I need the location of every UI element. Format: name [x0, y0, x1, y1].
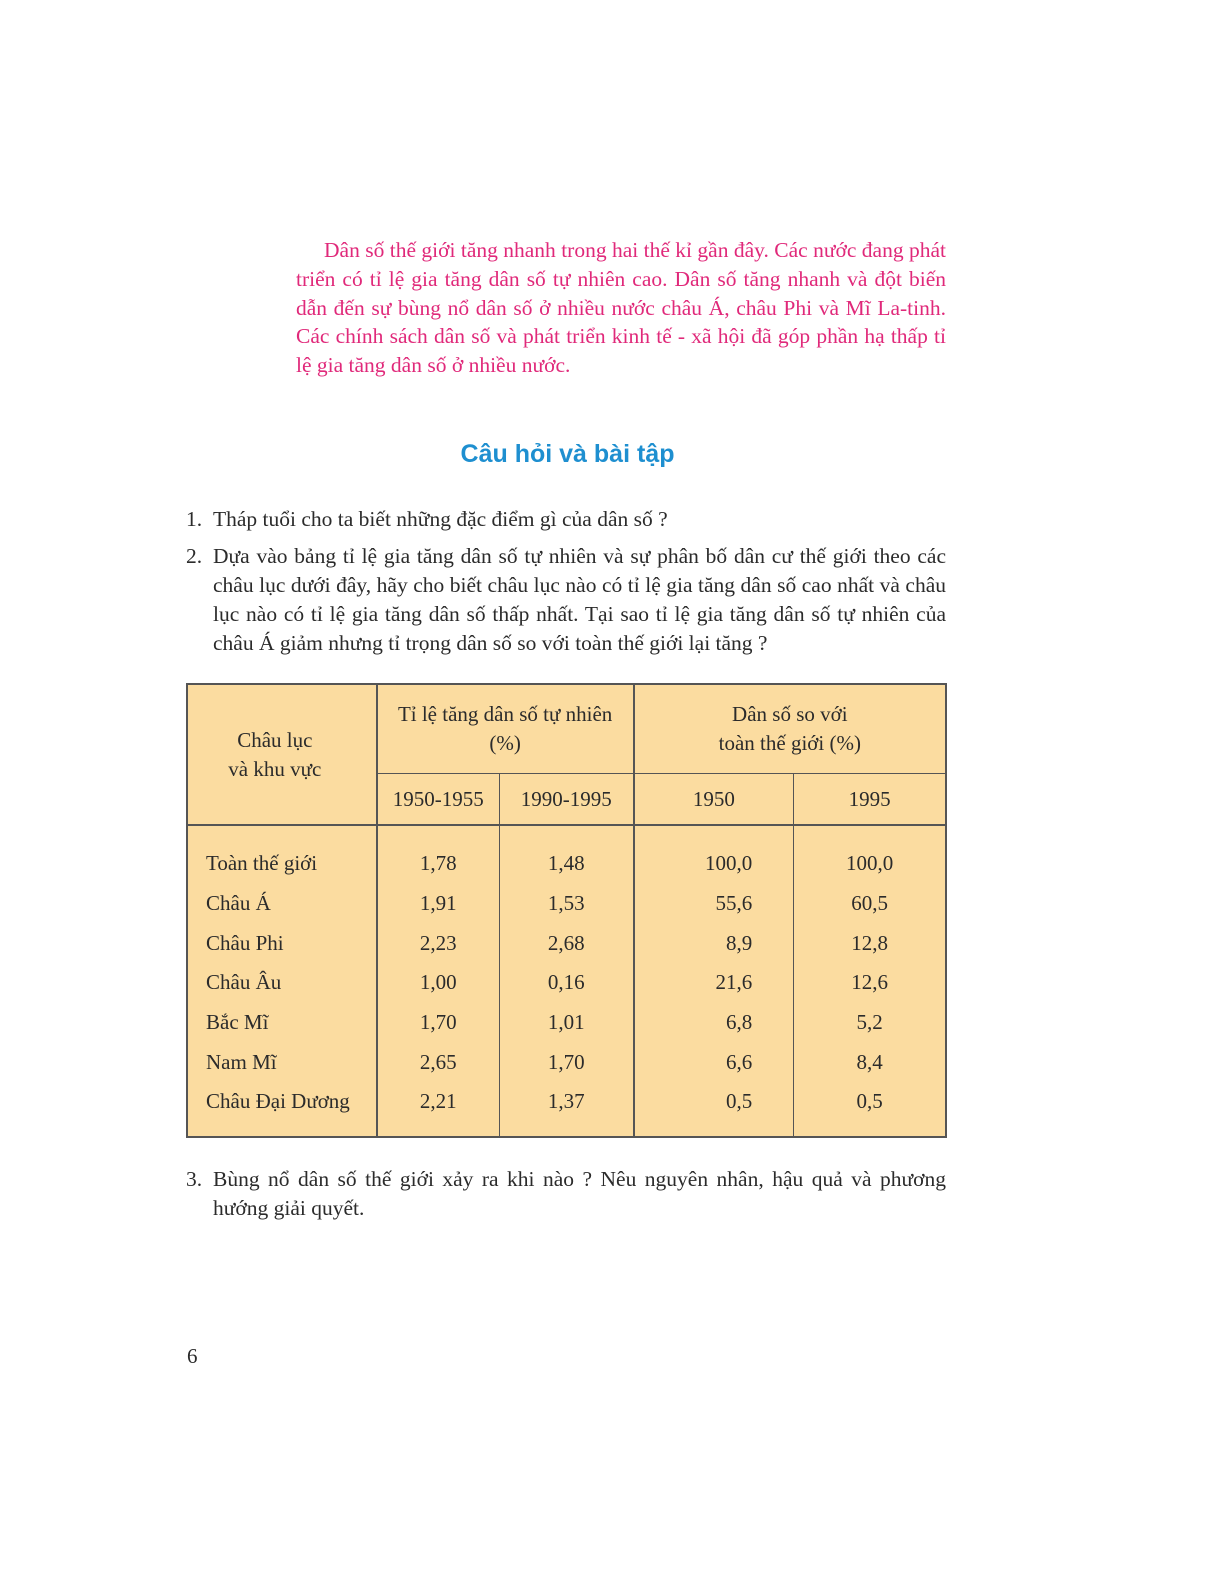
year-header: 1950: [634, 774, 794, 826]
region-cell: Châu Phi: [206, 930, 284, 955]
question-3: [186, 1165, 946, 1223]
growth-1950-1955-cell: 1,00: [377, 963, 500, 1003]
chapter-summary: Dân số thế giới tăng nhanh trong hai thế kỉ gần đây. Các nước đang phát triển có tỉ lệ gia tăng dân số tự nhiên cao. Dân số tăng nhanh và đột biến dẫn đến sự bùng nổ dân số ở nhiều nước châu Á, châu Phi và Mĩ La-tinh. Các chính sách dân số và phát triển kinh tế - xã hội đã góp phần hạ thấp tỉ lệ gia tăng dân số ở nhiều nước.: [296, 238, 946, 378]
population-table: [186, 683, 947, 1138]
question-1: [186, 505, 946, 534]
table-row: [187, 1082, 946, 1137]
region-cell: Nam Mĩ: [206, 1049, 277, 1074]
share-1950-cell: 0,5: [634, 1082, 794, 1137]
growth-1990-1995-cell: 1,70: [499, 1042, 633, 1082]
header-region-line1: Châu lục: [237, 727, 313, 752]
growth-1950-1955-cell: 1,91: [377, 884, 500, 924]
section-title: Câu hỏi và bài tập: [460, 440, 675, 468]
table-row: [187, 884, 946, 924]
growth-1990-1995-cell: 1,48: [499, 825, 633, 884]
header-share-line1: Dân số so với: [732, 702, 848, 726]
share-1995-cell: 12,6: [794, 963, 946, 1003]
year-header: 1950-1955: [377, 774, 500, 826]
growth-1990-1995-cell: 0,16: [499, 963, 633, 1003]
table-row: [187, 825, 946, 884]
growth-1990-1995-cell: 2,68: [499, 923, 633, 963]
growth-1990-1995-cell: 1,37: [499, 1082, 633, 1137]
table-header-row: [187, 684, 946, 774]
region-cell: Châu Á: [206, 891, 271, 916]
share-1950-cell: 21,6: [634, 963, 794, 1003]
header-population-share: [634, 684, 946, 774]
growth-1950-1955-cell: 2,65: [377, 1042, 500, 1082]
question-text: Tháp tuổi cho ta biết những đặc điểm gì của dân số ?: [213, 507, 668, 531]
share-1995-cell: 0,5: [794, 1082, 946, 1137]
year-header: 1990-1995: [499, 774, 633, 826]
share-1995-cell: 60,5: [794, 884, 946, 924]
question-text: Bùng nổ dân số thế giới xảy ra khi nào ? Nêu nguyên nhân, hậu quả và phương hướng giải quyết.: [213, 1167, 946, 1220]
header-growth-line2: (%): [489, 731, 521, 755]
growth-1990-1995-cell: 1,53: [499, 884, 633, 924]
header-share-line2: toàn thế giới (%): [718, 731, 861, 755]
header-region: [187, 684, 377, 825]
share-1950-cell: 55,6: [634, 884, 794, 924]
share-1950-cell: 8,9: [634, 923, 794, 963]
region-cell: Toàn thế giới: [206, 851, 318, 876]
growth-1950-1955-cell: 1,70: [377, 1003, 500, 1043]
table-row: [187, 1003, 946, 1043]
growth-1950-1955-cell: 2,21: [377, 1082, 500, 1137]
question-number: 3.: [186, 1167, 203, 1191]
growth-1950-1955-cell: 2,23: [377, 923, 500, 963]
header-growth-line1: Tỉ lệ tăng dân số tự nhiên: [397, 702, 613, 726]
table-row: [187, 963, 946, 1003]
growth-1990-1995-cell: 1,01: [499, 1003, 633, 1043]
share-1950-cell: 6,8: [634, 1003, 794, 1043]
table-row: [187, 923, 946, 963]
share-1950-cell: 100,0: [634, 825, 794, 884]
share-1995-cell: 5,2: [794, 1003, 946, 1043]
region-cell: Bắc Mĩ: [206, 1010, 269, 1035]
question-text: Dựa vào bảng tỉ lệ gia tăng dân số tự nhiên và sự phân bố dân cư thế giới theo các châu lục dưới đây, hãy cho biết châu lục nào có tỉ lệ gia tăng dân số cao nhất và châu lục nào có tỉ lệ gia tăng dân số thấp nhất. Tại sao tỉ lệ gia tăng dân số tự nhiên của châu Á giảm nhưng tỉ trọng dân số so với toàn thế giới lại tăng ?: [213, 544, 946, 655]
share-1995-cell: 12,8: [794, 923, 946, 963]
share-1995-cell: 8,4: [794, 1042, 946, 1082]
question-number: 2.: [186, 544, 203, 568]
region-cell: Châu Âu: [206, 970, 282, 995]
growth-1950-1955-cell: 1,78: [377, 825, 500, 884]
share-1995-cell: 100,0: [794, 825, 946, 884]
question-number: 1.: [186, 507, 203, 531]
year-header: 1995: [794, 774, 946, 826]
table-row: [187, 1042, 946, 1082]
page-number: 6: [187, 1344, 198, 1368]
header-growth-rate: [377, 684, 634, 774]
header-region-line2: và khu vực: [228, 756, 322, 781]
share-1950-cell: 6,6: [634, 1042, 794, 1082]
question-2: [186, 542, 946, 658]
region-cell: Châu Đại Dương: [206, 1089, 350, 1114]
